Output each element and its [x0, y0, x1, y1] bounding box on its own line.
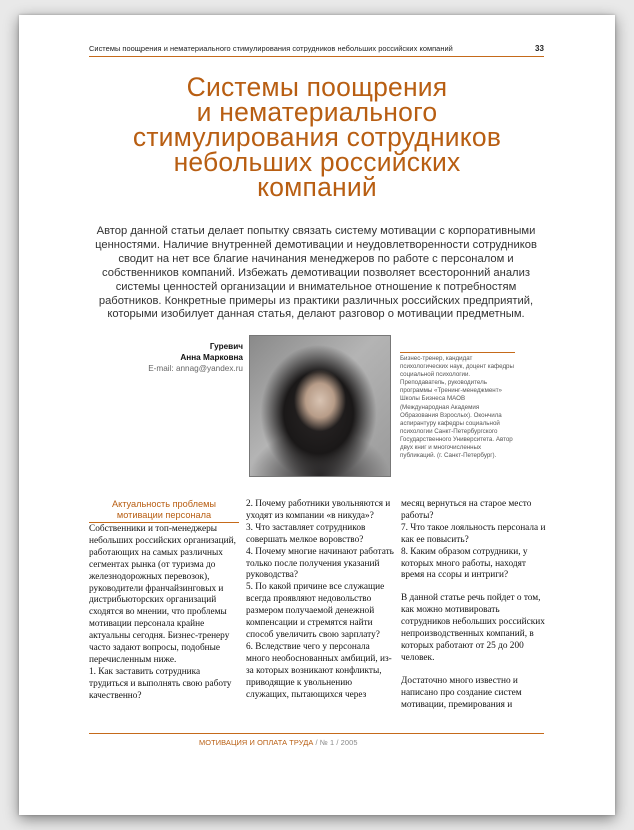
section-heading: Актуальность проблемы мотивации персонала	[89, 499, 239, 523]
text-column-1	[89, 499, 239, 703]
paragraph: 4. Почему многие начинают работать только после получения указаний руководства?	[246, 546, 394, 581]
paragraph: 1. Как заставить сотрудника трудиться и выполнять свою работу качественно?	[89, 666, 232, 701]
page-number: 33	[535, 44, 544, 53]
text-column-2	[246, 499, 394, 701]
paragraph: 2. Почему работники увольняются и уходят из компании «в никуда»?	[246, 499, 391, 521]
issue-number: / № 1 / 2005	[313, 738, 358, 747]
running-head-title: Системы поощрения и нематериального стимулирования сотрудников небольших российских компаний	[89, 44, 453, 53]
title-line: Системы поощрения	[186, 72, 448, 102]
author-photo	[249, 335, 391, 477]
magazine-page	[19, 15, 615, 815]
title-line: небольших российских	[173, 147, 461, 177]
paragraph: 6. Вследствие чего у персонала много необоснованных амбиций, из-за которых возникают конфликты, приводящие к увольнению служащих, пытающихся через	[246, 641, 392, 700]
paragraph: 5. По какой причине все служащие всегда проявляют недовольство размером получаемой денежной компенсации и стремятся найти способ увеличить свою зарплату?	[246, 582, 385, 640]
title-line: и нематериального	[196, 97, 438, 127]
paragraph: В данной статье речь пойдет о том, как можно мотивировать сотрудников небольших российских непроизводственных компаний, в которых работают от 25 до 200 человек.	[401, 593, 545, 663]
article-lead: Автор данной статьи делает попытку связать систему мотивации с корпоративными ценностями. Наличие внутренней демотивации и неудовлетворенности сотрудников сводит на нет все благие начинания менеджеров по работе с персоналом и собственников компаний. Избежать демотивации позволяет всесторонний анализ системы ценностей организации и внимательное отношение к потребностям работников. Конкретные примеры из практики различных российских предприятий, которыми изобилует данная статья, делают разговор о мотивации предметным.	[95, 225, 537, 321]
author-surname: Гуревич	[209, 342, 243, 351]
journal-name: МОТИВАЦИЯ И ОПЛАТА ТРУДА	[199, 738, 314, 747]
footer-rule	[89, 733, 544, 734]
paragraph: 8. Каким образом сотрудники, у которых много работы, находят время на ссоры и интриги?	[401, 546, 528, 581]
footer	[199, 738, 419, 747]
paragraph: 3. Что заставляет сотрудников совершать мелкое воровство?	[246, 522, 366, 545]
article-title	[79, 72, 555, 202]
running-head	[89, 44, 544, 57]
author-block	[109, 341, 243, 374]
author-bio: Бизнес-тренер, кандидат психологических наук, доцент кафедры социальной психологии. Преподаватель, руководитель программы «Тренинг-менеджмент» Школы Бизнеса МАОВ (Международная Академия Образования Взрослых). Окончила аспирантуру кафедры социальной психологии Санкт-Петербургского Государственного Университета. Автор двух книг и многочисленных публикаций. (г. Санкт-Петербург).	[400, 352, 515, 460]
paragraph: 7. Что такое лояльность персонала и как ее повысить?	[401, 522, 546, 545]
author-name: Анна Марковна	[180, 353, 243, 362]
paragraph: Собственники и топ-менеджеры небольших российских организаций, работающих на самых различных сегментах рынка (от туризма до железнодорожных перевозок), руководители франчайзинговых и дистрибьюторских организаций сходятся во мнении, что проблемы мотивации персонала крайне актуальны сегодня. Бизнес-тренеру часто задают вопросы, подобные перечисленным ниже.	[89, 524, 236, 665]
title-line: компаний	[257, 172, 377, 202]
paragraph: месяц вернуться на старое место работы?	[401, 499, 532, 521]
paragraph: Достаточно много известно и написано про создание систем мотивации, премирования и	[401, 675, 522, 710]
title-line: стимулирования сотрудников	[132, 122, 502, 152]
author-email: E-mail: annag@yandex.ru	[148, 364, 243, 373]
text-column-3	[401, 499, 546, 712]
